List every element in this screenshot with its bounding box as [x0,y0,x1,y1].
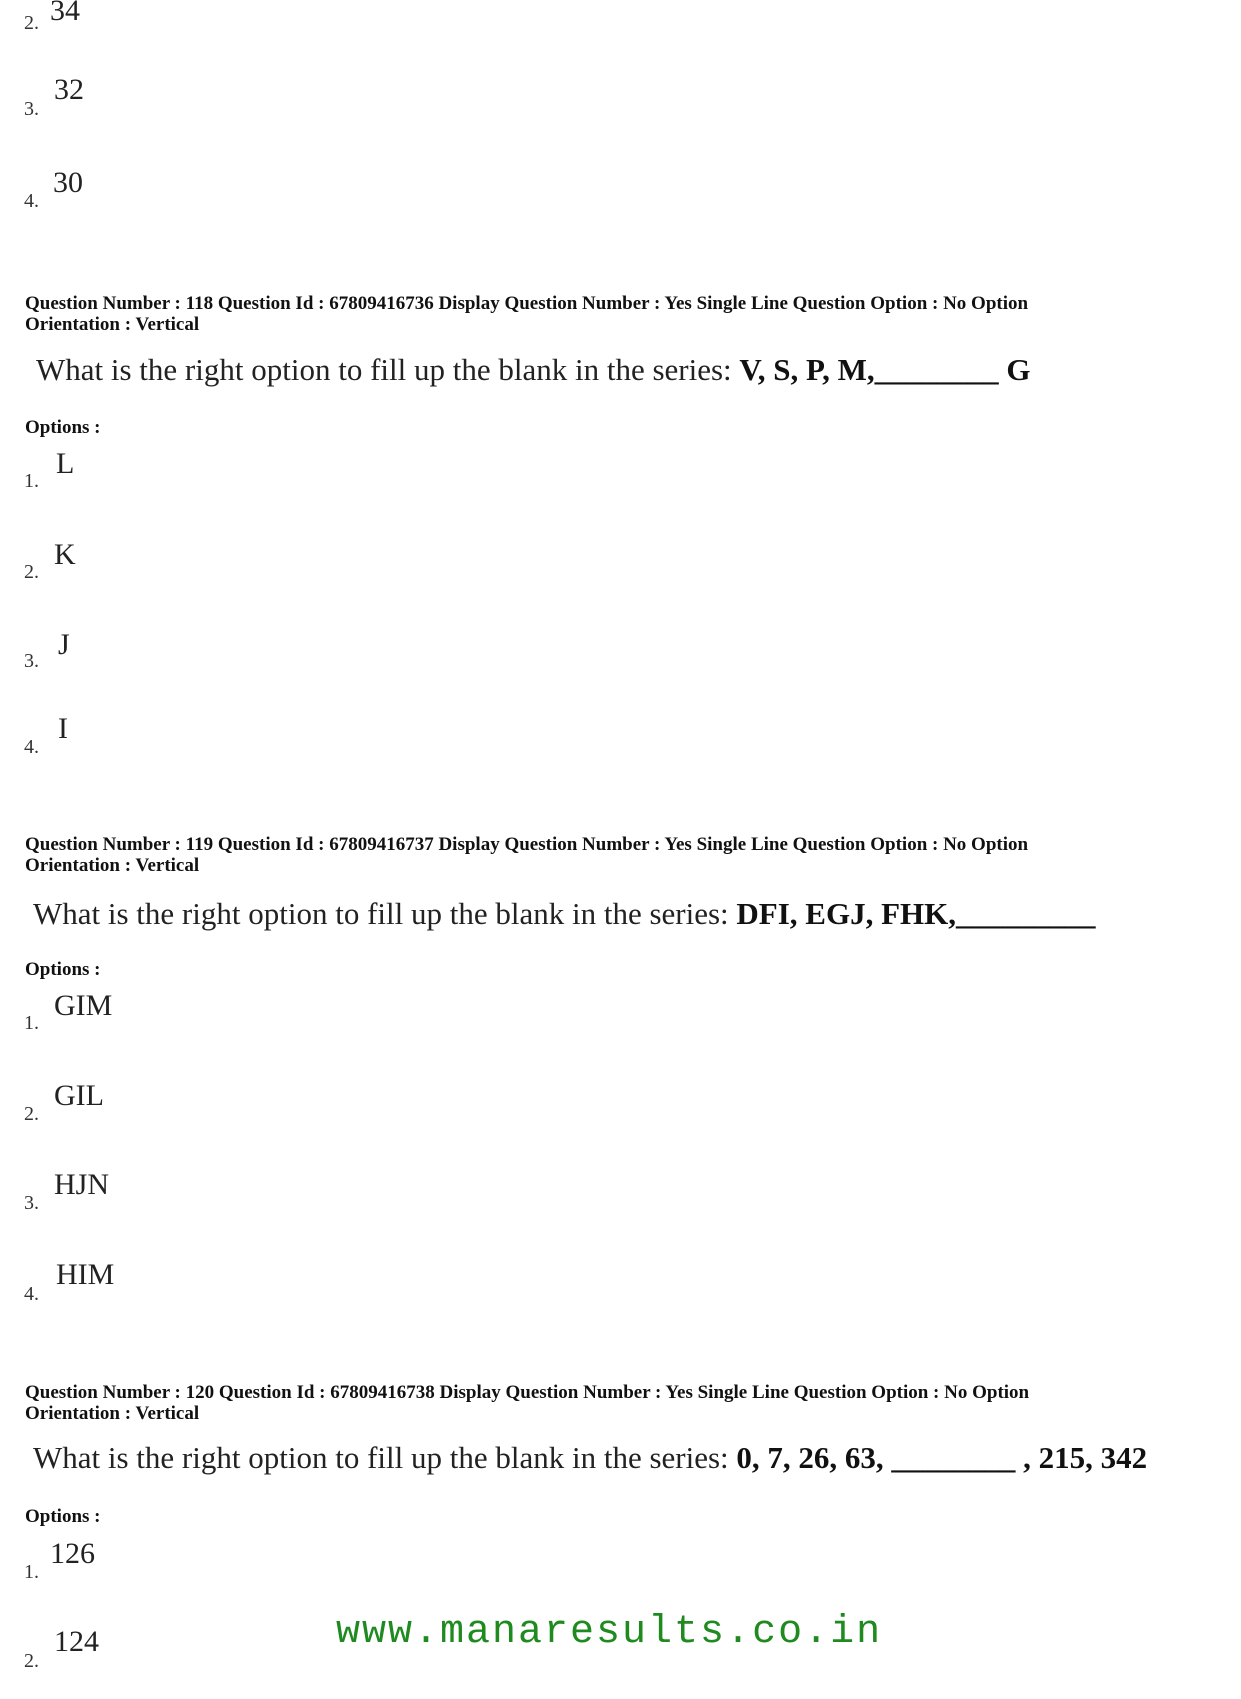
option-value: I [58,712,68,745]
option-number: 3. [24,1192,39,1214]
question-text [33,1440,1147,1476]
question-prompt: What is the right option to fill up the blank in the series: [33,1440,737,1475]
option-number: 3. [24,650,39,672]
question-header [25,293,1205,335]
question-series: V, S, P, M,________ G [739,352,1031,387]
option-number: 2. [24,1650,39,1672]
option-number: 3. [24,98,39,120]
option-value: HIM [56,1258,115,1291]
option-value: 30 [53,166,83,199]
option-value: J [58,628,70,661]
option-number: 1. [24,470,39,492]
option-number: 1. [24,1561,39,1583]
option-value: K [54,538,76,571]
option-value: 34 [50,0,80,27]
option-number: 1. [24,1012,39,1034]
question-header [25,1382,1205,1424]
option-value: GIM [54,989,113,1022]
option-number: 4. [24,1283,39,1305]
option-number: 4. [24,190,39,212]
options-label: Options : [25,959,101,980]
question-header-line: Question Number : 118 Question Id : 67809416736 Display Question Number : Yes Single Line Question Option : No Option [25,293,1029,314]
option-number: 4. [24,736,39,758]
question-header-line: Question Number : 120 Question Id : 67809416738 Display Question Number : Yes Single Line Question Option : No Option [25,1382,1030,1403]
watermark-url: www.manaresults.co.in [336,1610,883,1655]
question-header-line: Question Number : 119 Question Id : 67809416737 Display Question Number : Yes Single Line Question Option : No Option [25,834,1029,855]
question-header [25,834,1205,876]
option-value: HJN [54,1168,110,1201]
option-value: 124 [54,1625,99,1658]
options-label: Options : [25,1506,101,1527]
options-label: Options : [25,417,101,438]
question-series: 0, 7, 26, 63, ________ , 215, 342 [736,1440,1148,1475]
option-value: GIL [54,1079,104,1112]
question-header-line: Orientation : Vertical [25,314,200,335]
question-header-line: Orientation : Vertical [25,855,200,876]
question-prompt: What is the right option to fill up the blank in the series: [36,352,740,387]
question-series: DFI, EGJ, FHK,_________ [736,896,1096,931]
option-value: 32 [54,73,84,106]
question-header-line: Orientation : Vertical [25,1403,200,1424]
option-number: 2. [24,1103,39,1125]
option-number: 2. [24,12,39,34]
option-value: L [56,447,75,480]
question-text [36,352,1031,388]
question-text [33,896,1096,932]
option-value: 126 [50,1537,95,1570]
option-number: 2. [24,561,39,583]
question-prompt: What is the right option to fill up the blank in the series: [33,896,737,931]
